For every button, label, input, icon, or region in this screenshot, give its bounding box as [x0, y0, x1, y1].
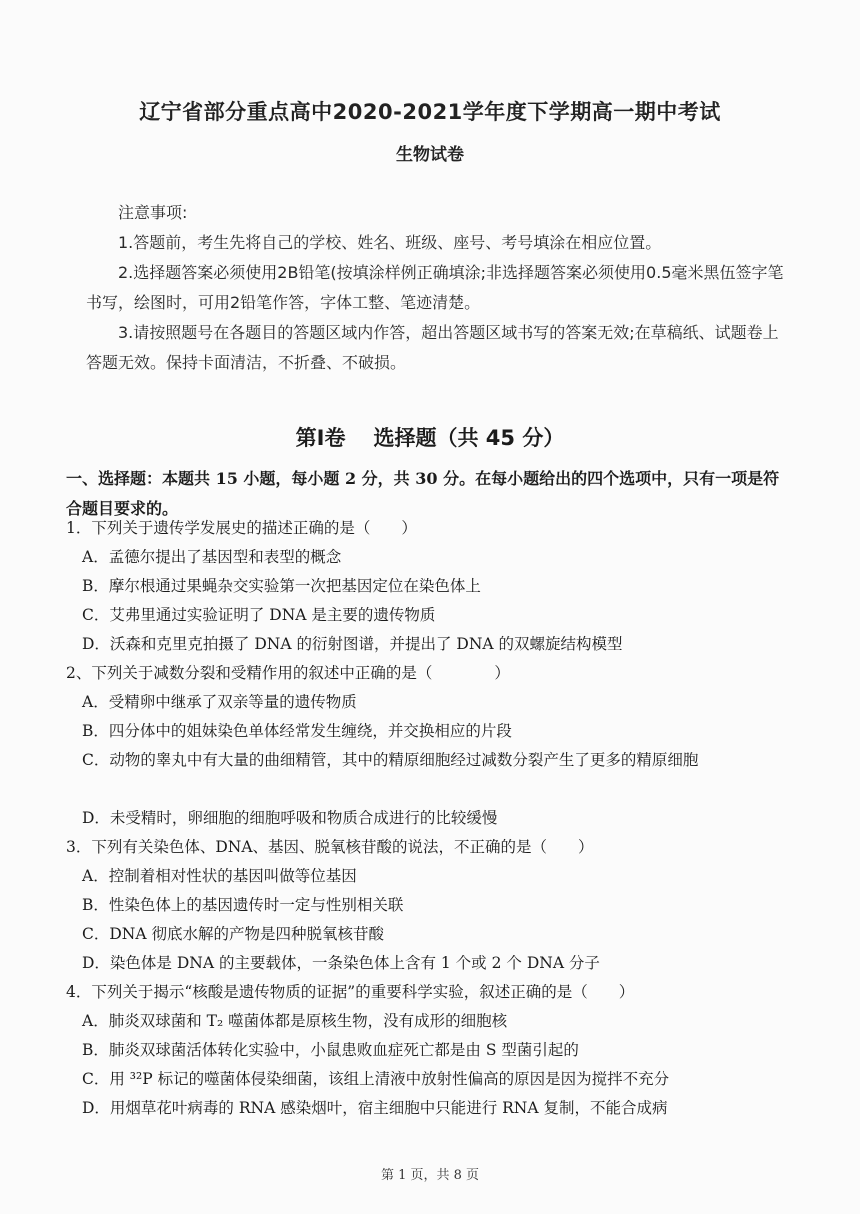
- notice-item-1: 1.答题前，考生先将自己的学校、姓名、班级、座号、考号填涂在相应位置。: [118, 233, 662, 252]
- section-part: 第Ⅰ卷: [295, 426, 346, 450]
- notice-item-2: 2.选择题答案必须使用2B铅笔(按填涂样例正确填涂;非选择题答案必须使用0.5毫米黑伍签字笔书写，绘图时，可用2铅笔作答，字体工整、笔迹清楚。: [86, 263, 784, 312]
- question-option: C．动物的睾丸中有大量的曲细精管，其中的精原细胞经过减数分裂产生了更多的精原细胞: [82, 751, 699, 769]
- exam-title: 辽宁省部分重点高中2020-2021学年度下学期高一期中考试: [139, 100, 721, 124]
- question-stem: 3．下列有关染色体、DNA、基因、脱氧核苷酸的说法，不正确的是（ ）: [66, 838, 594, 856]
- question-stem: 2、下列关于减数分裂和受精作用的叙述中正确的是（ ）: [66, 664, 510, 682]
- question-option: D．用烟草花叶病毒的 RNA 感染烟叶，宿主细胞中只能进行 RNA 复制，不能合成病: [82, 1099, 668, 1117]
- question-option: B．性染色体上的基因遗传时一定与性别相关联: [82, 896, 404, 914]
- question-option: A．受精卵中继承了双亲等量的遗传物质: [82, 693, 357, 711]
- question-option: C．艾弗里通过实验证明了 DNA 是主要的遗传物质: [82, 606, 436, 624]
- section-instruction: 一、选择题：本题共 15 小题，每小题 2 分，共 30 分。在每小题给出的四个选项中，只有一项是符合题目要求的。: [66, 469, 780, 518]
- question-option: A．孟德尔提出了基因型和表型的概念: [82, 548, 342, 566]
- notice-heading: 注意事项:: [118, 203, 188, 222]
- section-name: 选择题（共 45 分）: [373, 426, 565, 450]
- question-option: C．用 ³²P 标记的噬菌体侵染细菌，该组上清液中放射性偏高的原因是因为搅拌不充分: [82, 1070, 670, 1088]
- question-option: B．肺炎双球菌活体转化实验中，小鼠患败血症死亡都是由 S 型菌引起的: [82, 1041, 579, 1059]
- section-heading: [0, 422, 860, 452]
- notice-item-3: 3.请按照题号在各题目的答题区域内作答，超出答题区域书写的答案无效;在草稿纸、试题卷上答题无效。保持卡面清洁，不折叠、不破损。: [86, 323, 779, 372]
- question-option: A．肺炎双球菌和 T₂ 噬菌体都是原核生物，没有成形的细胞核: [82, 1012, 508, 1030]
- question-stem: 4．下列关于揭示“核酸是遗传物质的证据”的重要科学实验，叙述正确的是（ ）: [66, 983, 635, 1001]
- exam-subtitle: 生物试卷: [396, 145, 464, 165]
- question-option: C．DNA 彻底水解的产物是四种脱氧核苷酸: [82, 925, 384, 943]
- question-option: B．四分体中的姐妹染色单体经常发生缠绕，并交换相应的片段: [82, 722, 512, 740]
- page-number: 第 1 页，共 8 页: [380, 1168, 480, 1183]
- question-option: D．沃森和克里克拍摄了 DNA 的衍射图谱，并提出了 DNA 的双螺旋结构模型: [82, 635, 623, 653]
- question-option: D．染色体是 DNA 的主要载体，一条染色体上含有 1 个或 2 个 DNA 分子: [82, 954, 600, 972]
- question-stem: 1．下列关于遗传学发展史的描述正确的是（ ）: [66, 519, 417, 537]
- question-option: B．摩尔根通过果蝇杂交实验第一次把基因定位在染色体上: [82, 577, 481, 595]
- question-option: A．控制着相对性状的基因叫做等位基因: [82, 867, 357, 885]
- question-option: D．未受精时，卵细胞的细胞呼吸和物质合成进行的比较缓慢: [82, 809, 498, 827]
